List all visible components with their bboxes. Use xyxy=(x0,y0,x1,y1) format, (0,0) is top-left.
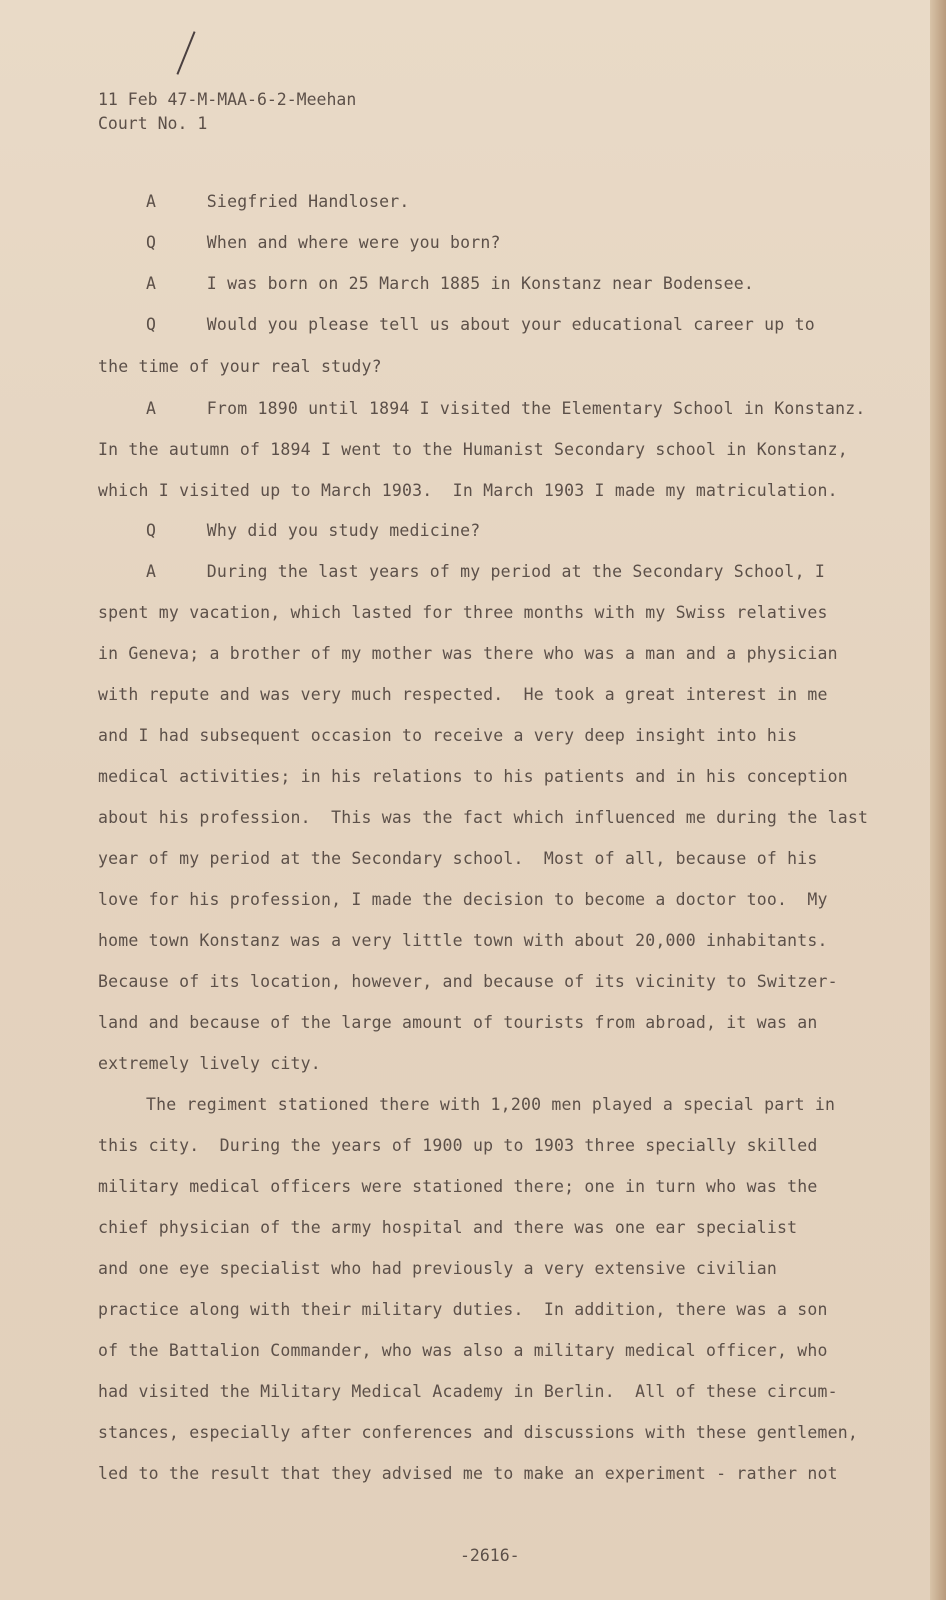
pen-mark xyxy=(176,31,195,74)
transcript-line: which I visited up to March 1903. In March 1903 I made my matriculation. xyxy=(98,481,838,500)
transcript-line: the time of your real study? xyxy=(98,357,382,376)
transcript-line: chief physician of the army hospital and there was one ear specialist xyxy=(98,1218,798,1237)
transcript-line: A During the last years of my period at the Secondary School, I xyxy=(146,562,825,581)
transcript-line: Because of its location, however, and because of its vicinity to Switzer- xyxy=(98,972,838,991)
transcript-line: A From 1890 until 1894 I visited the Elementary School in Konstanz. xyxy=(146,399,866,418)
transcript-line: Q Why did you study medicine? xyxy=(146,521,481,540)
page-number: -2616- xyxy=(460,1546,520,1565)
transcript-line: and one eye specialist who had previously a very extensive civilian xyxy=(98,1259,777,1278)
transcript-line: led to the result that they advised me to make an experiment - rather not xyxy=(98,1464,838,1483)
transcript-line: In the autumn of 1894 I went to the Humanist Secondary school in Konstanz, xyxy=(98,440,848,459)
transcript-line: year of my period at the Secondary school. Most of all, because of his xyxy=(98,849,818,868)
document-header xyxy=(98,88,356,136)
transcript-line: The regiment stationed there with 1,200 men played a special part in xyxy=(146,1095,836,1114)
transcript-line: of the Battalion Commander, who was also a military medical officer, who xyxy=(98,1341,828,1360)
transcript-line: Q When and where were you born? xyxy=(146,233,501,252)
transcript-line: this city. During the years of 1900 up to 1903 three specially skilled xyxy=(98,1136,818,1155)
transcript-line: home town Konstanz was a very little town with about 20,000 inhabitants. xyxy=(98,931,828,950)
transcript-line: spent my vacation, which lasted for three months with my Swiss relatives xyxy=(98,603,828,622)
header-reference: 11 Feb 47-M-MAA-6-2-Meehan xyxy=(98,90,357,109)
transcript-line: had visited the Military Medical Academy in Berlin. All of these circum- xyxy=(98,1382,838,1401)
transcript-line: stances, especially after conferences and discussions with these gentlemen, xyxy=(98,1423,859,1442)
transcript-line: in Geneva; a brother of my mother was there who was a man and a physician xyxy=(98,644,838,663)
transcript-line: and I had subsequent occasion to receive a very deep insight into his xyxy=(98,726,798,745)
transcript-line: about his profession. This was the fact which influenced me during the last xyxy=(98,808,869,827)
transcript-line: A I was born on 25 March 1885 in Konstanz near Bodensee. xyxy=(146,274,755,293)
transcript-line: extremely lively city. xyxy=(98,1054,321,1073)
transcript-line: medical activities; in his relations to his patients and in his conception xyxy=(98,767,848,786)
transcript-line: A Siegfried Handloser. xyxy=(146,192,410,211)
transcript-line: practice along with their military duties. In addition, there was a son xyxy=(98,1300,828,1319)
page-edge xyxy=(930,0,946,1600)
transcript-line: with repute and was very much respected. He took a great interest in me xyxy=(98,685,828,704)
transcript-line: love for his profession, I made the decision to become a doctor too. My xyxy=(98,890,828,909)
header-court: Court No. 1 xyxy=(98,114,208,133)
transcript-line: military medical officers were stationed there; one in turn who was the xyxy=(98,1177,818,1196)
transcript-line: Q Would you please tell us about your educational career up to xyxy=(146,315,815,334)
transcript-line: land and because of the large amount of tourists from abroad, it was an xyxy=(98,1013,818,1032)
